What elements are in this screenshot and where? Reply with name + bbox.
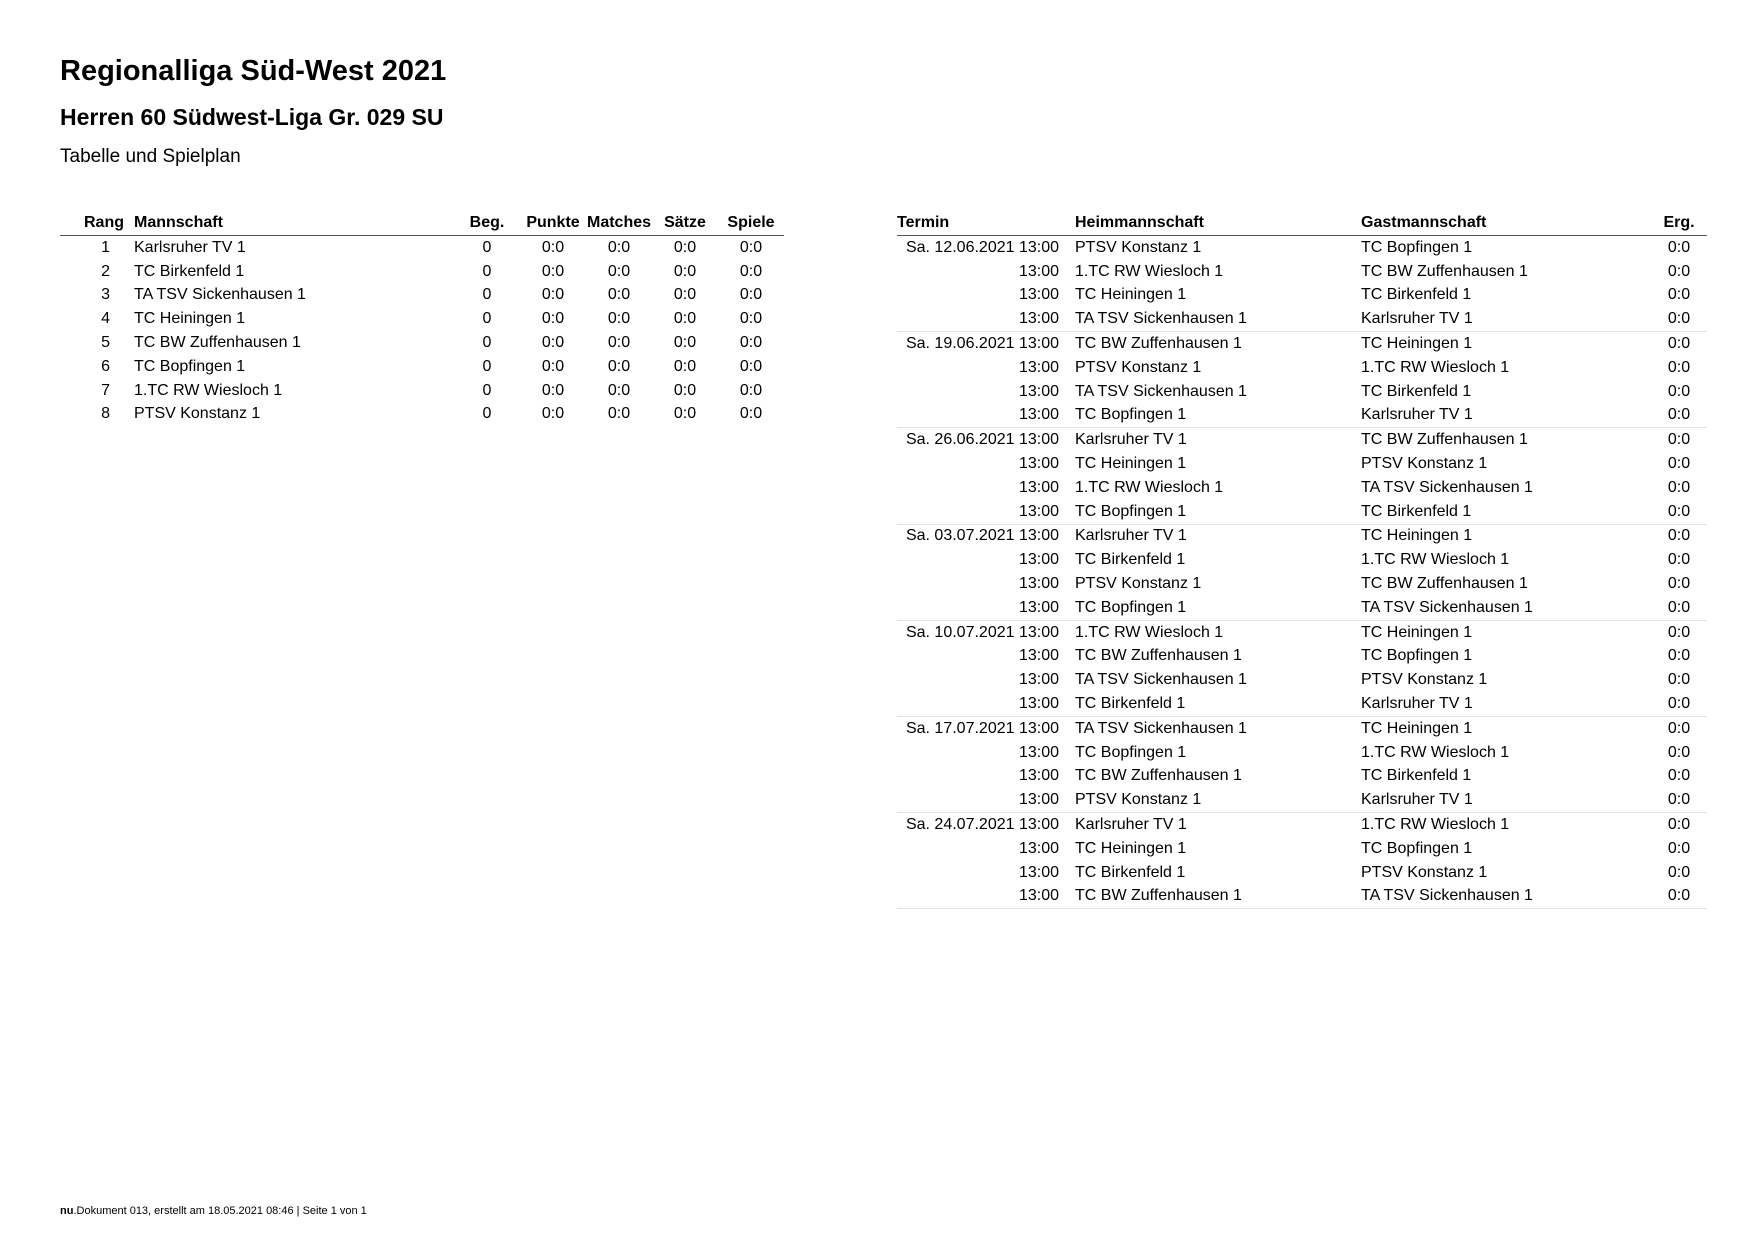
fixture-row — [897, 837, 1707, 861]
points-cell: 0:0 — [541, 334, 565, 352]
result-cell: 0:0 — [1667, 767, 1691, 785]
fixture-row — [897, 572, 1707, 596]
termin-cell: Sa. 17.07.2021 13:00 — [897, 716, 1075, 740]
home-team-cell: TC Birkenfeld 1 — [1075, 551, 1186, 569]
guest-team-cell: PTSV Konstanz 1 — [1361, 863, 1488, 881]
sets-cell: 0:0 — [673, 238, 697, 256]
fixture-row — [897, 452, 1707, 476]
result-cell: 0:0 — [1667, 286, 1691, 304]
fixture-row — [897, 765, 1707, 789]
result-cell: 0:0 — [1667, 647, 1691, 665]
document-caption: Tabelle und Spielplan — [60, 146, 241, 167]
result-cell: 0:0 — [1667, 310, 1691, 328]
result-cell: 0:0 — [1667, 695, 1691, 713]
home-team-cell: TC Bopfingen 1 — [1075, 743, 1187, 761]
points-cell: 0:0 — [541, 405, 565, 423]
sets-cell: 0:0 — [673, 357, 697, 375]
termin-cell: 13:00 — [1018, 358, 1059, 376]
home-team-cell: TC BW Zuffenhausen 1 — [1075, 885, 1361, 909]
home-team-cell: TC Bopfingen 1 — [1075, 502, 1187, 520]
matches-cell: 0:0 — [607, 334, 631, 352]
fixture-row — [897, 716, 1707, 740]
result-cell: 0:0 — [1667, 406, 1691, 424]
home-team-cell: TC Heiningen 1 — [1075, 455, 1187, 473]
home-team-cell: TA TSV Sickenhausen 1 — [1075, 382, 1247, 400]
footer-brand: nu — [60, 1205, 74, 1217]
guest-team-cell: TC Birkenfeld 1 — [1361, 767, 1472, 785]
fixture-row — [897, 596, 1707, 620]
col-gastmannschaft: Gastmannschaft — [1361, 214, 1487, 231]
termin-cell: 13:00 — [1018, 598, 1059, 616]
guest-team-cell: 1.TC RW Wiesloch 1 — [1361, 358, 1510, 376]
standings-table — [60, 208, 784, 426]
points-cell: 0:0 — [541, 381, 565, 399]
guest-team-cell: TC Heiningen 1 — [1361, 716, 1651, 740]
games-cell: 0:0 — [739, 310, 763, 328]
termin-cell: 13:00 — [1018, 406, 1059, 424]
league-subtitle: Herren 60 Südwest-Liga Gr. 029 SU — [60, 104, 444, 130]
points-cell: 0:0 — [541, 238, 565, 256]
schedule-body — [897, 236, 1707, 909]
fixture-row — [897, 668, 1707, 692]
guest-team-cell: TC Bopfingen 1 — [1361, 238, 1473, 256]
home-team-cell: TA TSV Sickenhausen 1 — [1075, 716, 1361, 740]
result-cell: 0:0 — [1651, 716, 1707, 740]
col-ergebnis: Erg. — [1663, 214, 1695, 231]
standings-row — [60, 307, 784, 331]
termin-cell: Sa. 26.06.2021 13:00 — [897, 428, 1075, 452]
matches-cell: 0:0 — [607, 310, 631, 328]
col-spiele: Spiele — [727, 214, 775, 231]
fixture-row — [897, 332, 1707, 356]
sets-cell: 0:0 — [673, 310, 697, 328]
termin-cell: 13:00 — [1018, 478, 1059, 496]
fixture-row — [897, 380, 1707, 404]
result-cell: 0:0 — [1651, 332, 1707, 356]
matches-cell: 0:0 — [607, 286, 631, 304]
result-cell: 0:0 — [1667, 743, 1691, 761]
encounters-cell: 0 — [482, 238, 492, 256]
encounters-cell: 0 — [482, 310, 492, 328]
fixture-row — [897, 692, 1707, 716]
guest-team-cell: Karlsruher TV 1 — [1361, 695, 1473, 713]
result-cell: 0:0 — [1667, 575, 1691, 593]
guest-team-cell: TA TSV Sickenhausen 1 — [1361, 885, 1651, 909]
matches-cell: 0:0 — [607, 357, 631, 375]
termin-cell: Sa. 10.07.2021 13:00 — [897, 620, 1075, 644]
points-cell: 0:0 — [541, 310, 565, 328]
termin-cell: 13:00 — [1018, 502, 1059, 520]
encounters-cell: 0 — [482, 381, 492, 399]
termin-cell: 13:00 — [1018, 647, 1059, 665]
schedule-header — [897, 208, 1707, 236]
home-team-cell: Karlsruher TV 1 — [1075, 813, 1361, 837]
standings-row — [60, 236, 784, 260]
encounters-cell: 0 — [482, 262, 492, 280]
home-team-cell: TC Heiningen 1 — [1075, 839, 1187, 857]
schedule-table — [897, 208, 1707, 909]
termin-cell: Sa. 03.07.2021 13:00 — [897, 524, 1075, 548]
home-team-cell: 1.TC RW Wiesloch 1 — [1075, 478, 1224, 496]
fixture-row — [897, 284, 1707, 308]
result-cell: 0:0 — [1651, 428, 1707, 452]
home-team-cell: PTSV Konstanz 1 — [1075, 575, 1202, 593]
result-cell: 0:0 — [1667, 671, 1691, 689]
standings-body — [60, 236, 784, 427]
termin-cell: 13:00 — [1018, 743, 1059, 761]
standings-row — [60, 260, 784, 284]
fixture-row — [897, 620, 1707, 644]
guest-team-cell: TC BW Zuffenhausen 1 — [1361, 262, 1528, 280]
guest-team-cell: TC Birkenfeld 1 — [1361, 382, 1472, 400]
games-cell: 0:0 — [739, 405, 763, 423]
guest-team-cell: TC Bopfingen 1 — [1361, 647, 1473, 665]
col-punkte: Punkte — [526, 214, 580, 231]
fixture-row — [897, 788, 1707, 812]
guest-team-cell: TC Birkenfeld 1 — [1361, 502, 1472, 520]
guest-team-cell: TA TSV Sickenhausen 1 — [1361, 478, 1533, 496]
fixture-row — [897, 428, 1707, 452]
home-team-cell: TA TSV Sickenhausen 1 — [1075, 671, 1247, 689]
guest-team-cell: 1.TC RW Wiesloch 1 — [1361, 743, 1510, 761]
col-begegnungen: Beg. — [469, 214, 505, 231]
termin-cell: 13:00 — [1018, 382, 1059, 400]
matches-cell: 0:0 — [607, 238, 631, 256]
fixture-row — [897, 404, 1707, 428]
guest-team-cell: TC Birkenfeld 1 — [1361, 286, 1472, 304]
home-team-cell: PTSV Konstanz 1 — [1075, 238, 1202, 256]
termin-cell: 13:00 — [1018, 455, 1059, 473]
guest-team-cell: PTSV Konstanz 1 — [1361, 455, 1488, 473]
result-cell: 0:0 — [1651, 885, 1707, 909]
games-cell: 0:0 — [739, 262, 763, 280]
document-title: Regionalliga Süd-West 2021 — [60, 55, 447, 87]
home-team-cell: TC Heiningen 1 — [1075, 286, 1187, 304]
fixture-row — [897, 236, 1707, 260]
page-footer — [60, 1205, 367, 1217]
home-team-cell: TC Birkenfeld 1 — [1075, 863, 1186, 881]
home-team-cell: PTSV Konstanz 1 — [1075, 791, 1202, 809]
fixture-row — [897, 861, 1707, 885]
home-team-cell: Karlsruher TV 1 — [1075, 524, 1361, 548]
termin-cell: 13:00 — [1018, 575, 1059, 593]
guest-team-cell: Karlsruher TV 1 — [1361, 791, 1473, 809]
home-team-cell: Karlsruher TV 1 — [1075, 428, 1361, 452]
games-cell: 0:0 — [739, 334, 763, 352]
rank-cell: 4 — [101, 310, 110, 328]
team-cell: TC Bopfingen 1 — [134, 357, 246, 375]
guest-team-cell: TC Heiningen 1 — [1361, 524, 1651, 548]
team-cell: Karlsruher TV 1 — [134, 238, 246, 256]
rank-cell: 1 — [101, 238, 110, 256]
termin-cell: 13:00 — [1018, 791, 1059, 809]
result-cell: 0:0 — [1667, 382, 1691, 400]
guest-team-cell: TA TSV Sickenhausen 1 — [1361, 598, 1533, 616]
result-cell: 0:0 — [1667, 502, 1691, 520]
guest-team-cell: TC BW Zuffenhausen 1 — [1361, 575, 1528, 593]
termin-cell: Sa. 12.06.2021 13:00 — [905, 238, 1059, 256]
result-cell: 0:0 — [1667, 262, 1691, 280]
fixture-row — [897, 500, 1707, 524]
col-heimmannschaft: Heimmannschaft — [1075, 214, 1204, 231]
home-team-cell: TC BW Zuffenhausen 1 — [1075, 332, 1361, 356]
termin-cell: 13:00 — [1018, 839, 1059, 857]
result-cell: 0:0 — [1651, 524, 1707, 548]
team-cell: PTSV Konstanz 1 — [134, 405, 261, 423]
guest-team-cell: TC Heiningen 1 — [1361, 332, 1651, 356]
fixture-row — [897, 741, 1707, 765]
result-cell: 0:0 — [1667, 358, 1691, 376]
termin-cell: Sa. 19.06.2021 13:00 — [897, 332, 1075, 356]
games-cell: 0:0 — [739, 286, 763, 304]
standings-row — [60, 379, 784, 403]
col-rang: Rang — [84, 214, 124, 231]
team-cell: TC Birkenfeld 1 — [134, 262, 245, 280]
termin-cell: 13:00 — [1018, 286, 1059, 304]
rank-cell: 2 — [101, 262, 110, 280]
rank-cell: 6 — [101, 357, 110, 375]
home-team-cell: TC Birkenfeld 1 — [1075, 695, 1186, 713]
col-saetze: Sätze — [664, 214, 706, 231]
games-cell: 0:0 — [739, 238, 763, 256]
fixture-row — [897, 885, 1707, 909]
points-cell: 0:0 — [541, 286, 565, 304]
encounters-cell: 0 — [482, 405, 492, 423]
encounters-cell: 0 — [482, 334, 492, 352]
termin-cell: 13:00 — [1018, 695, 1059, 713]
result-cell: 0:0 — [1667, 238, 1691, 256]
sets-cell: 0:0 — [673, 286, 697, 304]
standings-row — [60, 284, 784, 308]
result-cell: 0:0 — [1667, 839, 1691, 857]
home-team-cell: TC Bopfingen 1 — [1075, 406, 1187, 424]
termin-cell: 13:00 — [1018, 262, 1059, 280]
encounters-cell: 0 — [482, 357, 492, 375]
footer-text: .Dokument 013, erstellt am 18.05.2021 08:46 | Seite 1 von 1 — [73, 1205, 367, 1217]
points-cell: 0:0 — [541, 262, 565, 280]
rank-cell: 8 — [101, 405, 110, 423]
guest-team-cell: PTSV Konstanz 1 — [1361, 671, 1488, 689]
result-cell: 0:0 — [1651, 813, 1707, 837]
result-cell: 0:0 — [1667, 478, 1691, 496]
standings-row — [60, 355, 784, 379]
result-cell: 0:0 — [1667, 598, 1691, 616]
team-cell: 1.TC RW Wiesloch 1 — [134, 381, 283, 399]
fixture-row — [897, 476, 1707, 500]
fixture-row — [897, 356, 1707, 380]
sets-cell: 0:0 — [673, 262, 697, 280]
guest-team-cell: Karlsruher TV 1 — [1361, 406, 1473, 424]
home-team-cell: TC BW Zuffenhausen 1 — [1075, 647, 1242, 665]
col-mannschaft: Mannschaft — [134, 214, 223, 231]
termin-cell: 13:00 — [1018, 310, 1059, 328]
fixture-row — [897, 260, 1707, 284]
team-cell: TC Heiningen 1 — [134, 310, 246, 328]
guest-team-cell: TC BW Zuffenhausen 1 — [1361, 428, 1651, 452]
rank-cell: 5 — [101, 334, 110, 352]
team-cell: TC BW Zuffenhausen 1 — [134, 334, 301, 352]
points-cell: 0:0 — [541, 357, 565, 375]
termin-cell: Sa. 24.07.2021 13:00 — [897, 813, 1075, 837]
guest-team-cell: 1.TC RW Wiesloch 1 — [1361, 551, 1510, 569]
matches-cell: 0:0 — [607, 381, 631, 399]
termin-cell: 13:00 — [1018, 863, 1059, 881]
col-termin: Termin — [897, 214, 950, 231]
home-team-cell: TA TSV Sickenhausen 1 — [1075, 310, 1247, 328]
fixture-row — [897, 524, 1707, 548]
encounters-cell: 0 — [482, 286, 492, 304]
termin-cell: 13:00 — [897, 885, 1075, 909]
rank-cell: 3 — [101, 286, 110, 304]
sets-cell: 0:0 — [673, 405, 697, 423]
games-cell: 0:0 — [739, 381, 763, 399]
termin-cell: 13:00 — [1018, 551, 1059, 569]
matches-cell: 0:0 — [607, 405, 631, 423]
team-cell: TA TSV Sickenhausen 1 — [134, 286, 306, 304]
home-team-cell: 1.TC RW Wiesloch 1 — [1075, 262, 1224, 280]
result-cell: 0:0 — [1667, 455, 1691, 473]
fixture-row — [897, 645, 1707, 669]
result-cell: 0:0 — [1667, 791, 1691, 809]
home-team-cell: TC Bopfingen 1 — [1075, 598, 1187, 616]
termin-cell: 13:00 — [1018, 671, 1059, 689]
rank-cell: 7 — [101, 381, 110, 399]
fixture-row — [897, 548, 1707, 572]
standings-row — [60, 403, 784, 427]
standings-row — [60, 331, 784, 355]
matches-cell: 0:0 — [607, 262, 631, 280]
sets-cell: 0:0 — [673, 334, 697, 352]
home-team-cell: TC BW Zuffenhausen 1 — [1075, 767, 1242, 785]
games-cell: 0:0 — [739, 357, 763, 375]
result-cell: 0:0 — [1667, 551, 1691, 569]
guest-team-cell: TC Bopfingen 1 — [1361, 839, 1473, 857]
standings-header — [60, 208, 784, 236]
sets-cell: 0:0 — [673, 381, 697, 399]
result-cell: 0:0 — [1667, 863, 1691, 881]
fixture-row — [897, 307, 1707, 331]
guest-team-cell: 1.TC RW Wiesloch 1 — [1361, 813, 1651, 837]
result-cell: 0:0 — [1651, 620, 1707, 644]
guest-team-cell: Karlsruher TV 1 — [1361, 310, 1473, 328]
fixture-row — [897, 813, 1707, 837]
termin-cell: 13:00 — [1018, 767, 1059, 785]
guest-team-cell: TC Heiningen 1 — [1361, 620, 1651, 644]
col-matches: Matches — [586, 214, 652, 231]
home-team-cell: 1.TC RW Wiesloch 1 — [1075, 620, 1361, 644]
home-team-cell: PTSV Konstanz 1 — [1075, 358, 1202, 376]
